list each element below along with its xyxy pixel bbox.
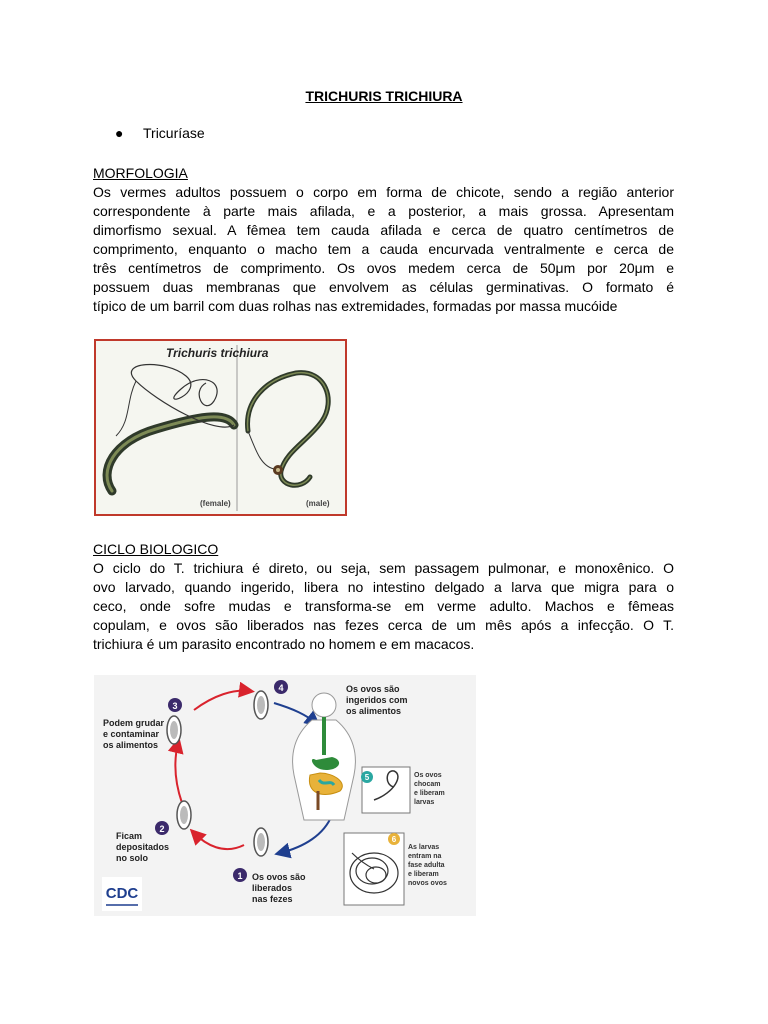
step-3-label-line: e contaminar xyxy=(103,729,160,739)
step-6-label-line: novos ovos xyxy=(408,880,447,887)
egg-icon xyxy=(254,691,268,719)
step-1-label-line: liberados xyxy=(252,883,293,893)
step-1-label-line: Os ovos são xyxy=(252,872,306,882)
step-5-number: 5 xyxy=(364,773,370,782)
egg-icon xyxy=(254,828,268,856)
text-line: três centímetros de comprimento. Os ovos medem cerca de 50μm por 20μm e xyxy=(93,260,674,276)
bullet-dot: ● xyxy=(115,125,124,141)
step-4-number: 4 xyxy=(278,683,284,693)
step-2-number: 2 xyxy=(159,824,165,834)
step-5-label-line: chocam xyxy=(414,781,441,788)
step-5-label-line: Os ovos xyxy=(414,772,442,779)
text-line: Os vermes adultos possuem o corpo em forma de chicote, sendo a região anterior xyxy=(93,184,674,200)
step-6-number: 6 xyxy=(391,835,397,844)
text-line: correspondente à parte mais afilada, e a posterior, a mais grossa. Apresentam xyxy=(93,203,674,219)
worms-illustration xyxy=(96,341,345,514)
step-1-number: 1 xyxy=(237,871,243,881)
step-3-label-line: Podem grudar xyxy=(103,718,165,728)
step-3-number: 3 xyxy=(172,701,178,711)
paragraph-ciclo xyxy=(93,559,674,654)
figure-trichuris-worms xyxy=(94,339,347,516)
text-line: copulam, e ovos são liberados nas fezes cerca de um mês após a infecção. O T. xyxy=(93,617,674,633)
text-line: ovo larvado, quando ingerido, libera no intestino delgado a larva que migra para o xyxy=(93,579,674,595)
text-line: ceco, onde sofre mudas e transforma-se em verme adulto. Machos e fêmeas xyxy=(93,598,674,614)
step-4-label-line: ingeridos com xyxy=(346,695,408,705)
step-2-label-line: no solo xyxy=(116,853,148,863)
cdc-logo xyxy=(102,877,142,911)
step-2-label-line: Ficam xyxy=(116,831,143,841)
egg-icon xyxy=(167,716,181,744)
step-6-label-line: e liberam xyxy=(408,871,439,878)
step-6-label-line: entram na xyxy=(408,853,442,860)
step-6-label-line: As larvas xyxy=(408,844,440,851)
figure-title: Trichuris trichiura xyxy=(166,346,269,360)
label-female: (female) xyxy=(200,499,231,508)
step-5-label-line: e liberam xyxy=(414,790,445,797)
step-1-label-line: nas fezes xyxy=(252,894,293,904)
label-male: (male) xyxy=(306,499,330,508)
step-5-label-line: larvas xyxy=(414,799,435,806)
text-line: típico de um barril com duas rolhas nas extremidades, formadas por massa mucóide xyxy=(93,298,618,314)
section-heading-morfologia: MORFOLOGIA xyxy=(93,165,188,181)
step-6-label-line: fase adulta xyxy=(408,862,445,869)
step-4-label-line: Os ovos são xyxy=(346,684,400,694)
step-3-label-line: os alimentos xyxy=(103,740,159,750)
text-line: possuem duas membranas que envolvem as células germinativas. O formato é xyxy=(93,279,674,295)
text-line: comprimento, enquanto o macho tem a cauda encurvada ventralmente e cerca de xyxy=(93,241,674,257)
life-cycle-diagram xyxy=(94,675,476,916)
step-4-label-line: os alimentos xyxy=(346,706,402,716)
svg-text:CDC: CDC xyxy=(105,885,139,902)
text-line: O ciclo do T. trichiura é direto, ou seja, sem passagem pulmonar, e monoxênico. O xyxy=(93,560,674,576)
page-title: TRICHURIS TRICHIURA xyxy=(305,88,463,104)
text-line: dimorfismo sexual. A fêmea tem cauda afilada e cerca de quatro centímetros de xyxy=(93,222,674,238)
paragraph-morfologia xyxy=(93,183,674,316)
bullet-text: Tricuríase xyxy=(143,125,205,141)
egg-icon xyxy=(177,801,191,829)
step-2-label-line: depositados xyxy=(116,842,170,852)
text-line: trichiura é um parasito encontrado no homem e em macacos. xyxy=(93,636,475,652)
section-heading-ciclo: CICLO BIOLOGICO xyxy=(93,541,219,557)
figure-life-cycle xyxy=(94,675,476,916)
